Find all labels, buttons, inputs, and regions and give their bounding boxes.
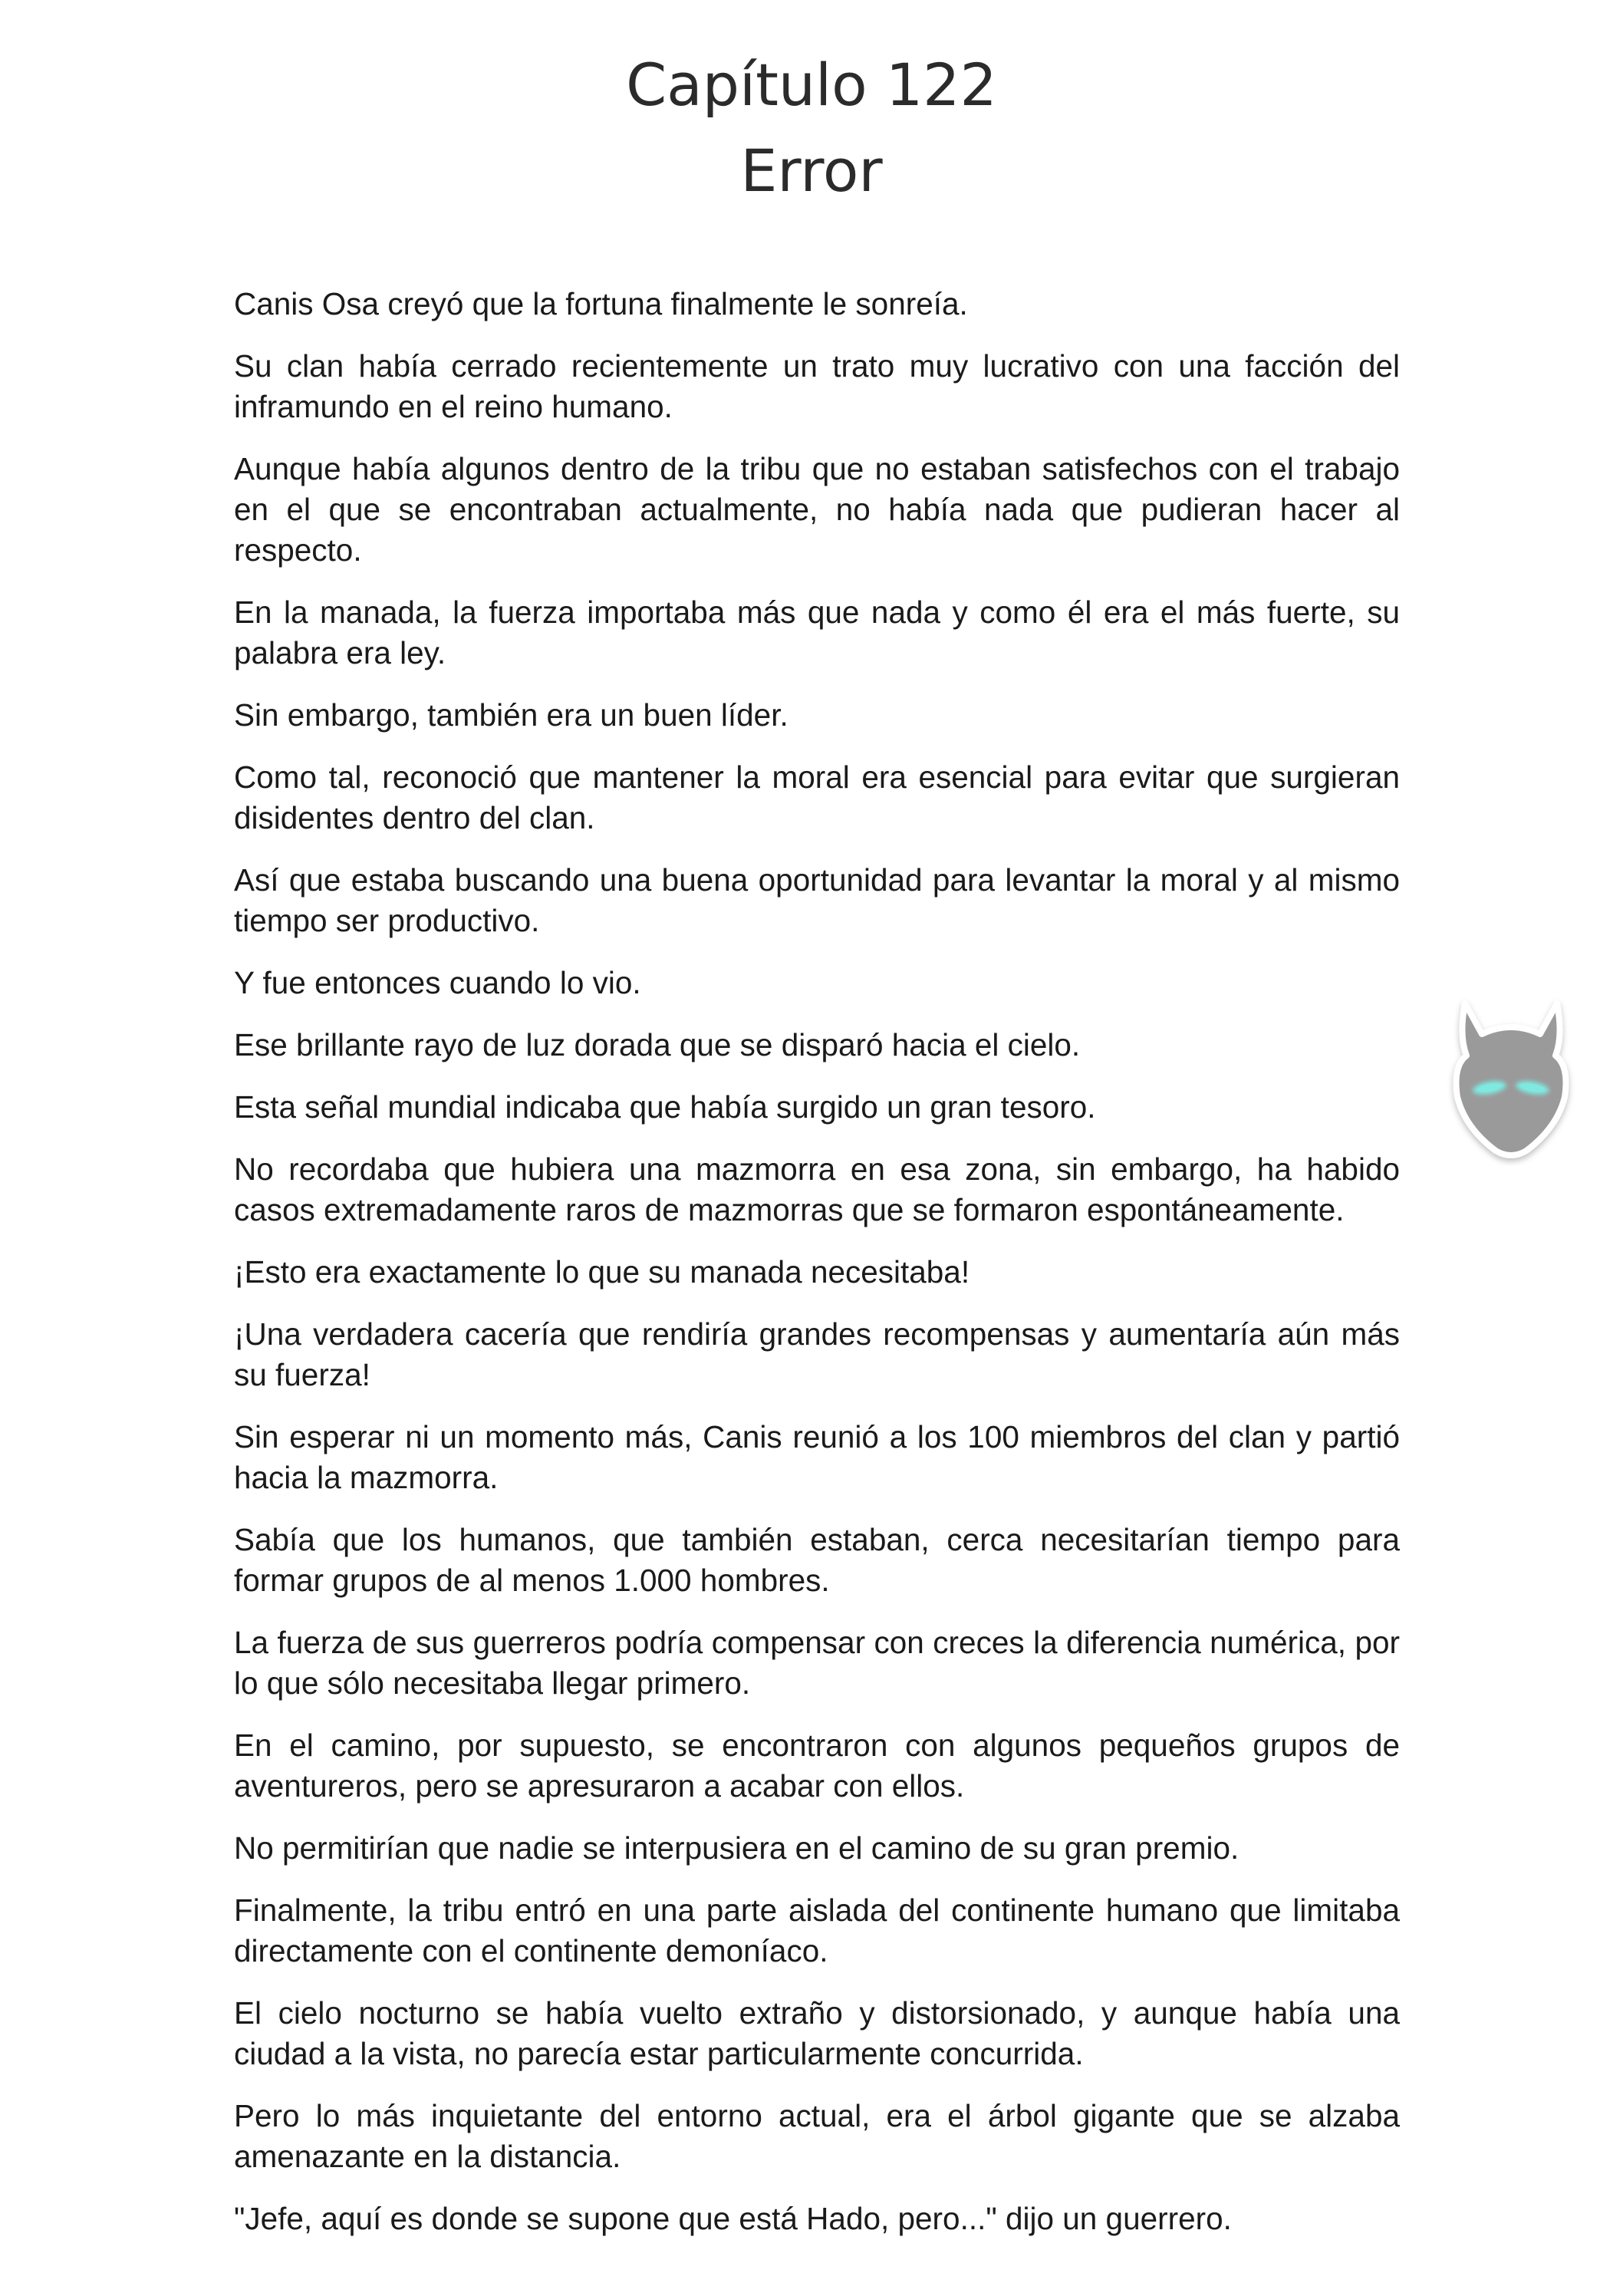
- paragraph: "Jefe, aquí es donde se supone que está Hado, pero..." dijo un guerrero.: [234, 2201, 1232, 2236]
- paragraph: Así que estaba buscando una buena oportunidad para levantar la moral y al mismo tiempo ser productivo.: [234, 862, 1400, 938]
- paragraph: Su clan había cerrado recientemente un trato muy lucrativo con una facción del inframundo en el reino humano.: [234, 348, 1400, 424]
- paragraph: Y fue entonces cuando lo vio.: [234, 965, 641, 1000]
- demon-head-icon: [1434, 990, 1588, 1166]
- paragraph: Esta señal mundial indicaba que había surgido un gran tesoro.: [234, 1089, 1096, 1125]
- paragraph: Sin esperar ni un momento más, Canis reunió a los 100 miembros del clan y partió hacia la mazmorra.: [234, 1419, 1400, 1495]
- chapter-body: [234, 284, 1400, 2261]
- paragraph: Pero lo más inquietante del entorno actual, era el árbol gigante que se alzaba amenazante en la distancia.: [234, 2098, 1400, 2174]
- chapter-subtitle: Error: [740, 137, 883, 205]
- paragraph: ¡Una verdadera cacería que rendiría grandes recompensas y aumentaría aún más su fuerza!: [234, 1316, 1400, 1392]
- paragraph: No recordaba que hubiera una mazmorra en esa zona, sin embargo, ha habido casos extremadamente raros de mazmorras que se formaron espontáneamente.: [234, 1151, 1400, 1227]
- paragraph: Finalmente, la tribu entró en una parte aislada del continente humano que limitaba directamente con el continente demoníaco.: [234, 1892, 1400, 1968]
- chapter-number-title: Capítulo 122: [626, 51, 997, 119]
- paragraph: Sabía que los humanos, que también estaban, cerca necesitarían tiempo para formar grupos de al menos 1.000 hombres.: [234, 1522, 1400, 1598]
- paragraph: Ese brillante rayo de luz dorada que se disparó hacia el cielo.: [234, 1027, 1081, 1062]
- paragraph: Sin embargo, también era un buen líder.: [234, 697, 788, 733]
- paragraph: En el camino, por supuesto, se encontraron con algunos pequeños grupos de aventureros, pero se apresuraron a acabar con ellos.: [234, 1728, 1400, 1804]
- paragraph: Aunque había algunos dentro de la tribu que no estaban satisfechos con el trabajo en el que se encontraban actualmente, no había nada que pudieran hacer al respecto.: [234, 451, 1400, 568]
- paragraph: ¡Esto era exactamente lo que su manada necesitaba!: [234, 1254, 970, 1290]
- paragraph: No permitirían que nadie se interpusiera en el camino de su gran premio.: [234, 1830, 1239, 1866]
- chapter-heading: [0, 42, 1623, 214]
- paragraph: Canis Osa creyó que la fortuna finalmente le sonreía.: [234, 286, 968, 321]
- paragraph: En la manada, la fuerza importaba más que nada y como él era el más fuerte, su palabra era ley.: [234, 595, 1400, 670]
- paragraph: El cielo nocturno se había vuelto extraño y distorsionado, y aunque había una ciudad a la vista, no parecía estar particularmente concurrida.: [234, 1995, 1400, 2071]
- paragraph: Como tal, reconoció que mantener la moral era esencial para evitar que surgieran disidentes dentro del clan.: [234, 759, 1400, 835]
- paragraph: La fuerza de sus guerreros podría compensar con creces la diferencia numérica, por lo que sólo necesitaba llegar primero.: [234, 1625, 1400, 1701]
